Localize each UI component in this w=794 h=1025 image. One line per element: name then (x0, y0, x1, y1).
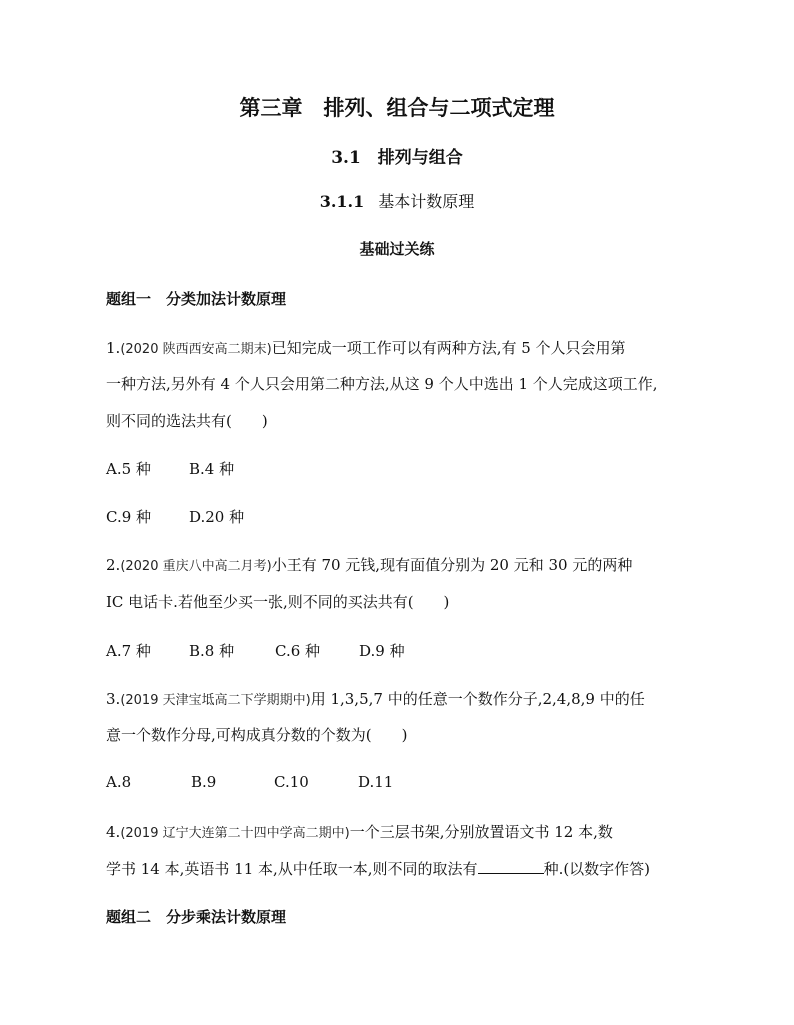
subsection-heading (0, 189, 794, 212)
option-c: C.10 (274, 773, 309, 791)
option-c: C.6 种 (275, 642, 321, 660)
section-title: 3.1 排列与组合 (331, 148, 463, 168)
option-a: A.7 种 (106, 642, 151, 660)
question-text: 用 1,3,5,7 中的任意一个数作分子,2,4,8,9 中的任 (310, 690, 645, 708)
option-b: B.4 种 (189, 460, 235, 478)
question-number: 2. (106, 556, 121, 574)
practice-title: 基础过关练 (359, 240, 435, 258)
option-a: A.5 种 (106, 460, 151, 478)
question-1-line-3: 则不同的选法共有( ) (106, 412, 268, 430)
option-d: D.20 种 (189, 508, 245, 526)
question-number: 4. (106, 823, 121, 841)
option-d: D.9 种 (359, 642, 405, 660)
question-1-options-row-1 (106, 458, 234, 479)
question-text: 小王有 70 元钱,现有面值分别为 20 元和 30 元的两种 (271, 556, 633, 574)
question-source: (2020 陕西西安高二期末) (120, 342, 272, 357)
group-heading-2: 题组二 分步乘法计数原理 (106, 908, 287, 926)
subsection-number: 3.1.1 (319, 192, 365, 211)
question-number: 1. (106, 339, 121, 357)
option-c: C.9 种 (106, 508, 152, 526)
question-2-line-2: IC 电话卡.若他至少买一张,则不同的买法共有( ) (106, 593, 450, 611)
question-2-options (106, 640, 405, 661)
group-heading-1: 题组一 分类加法计数原理 (106, 290, 287, 308)
question-1-options-row-2 (106, 506, 244, 527)
answer-blank[interactable] (478, 859, 544, 874)
question-3-line-1 (106, 688, 645, 709)
question-3-line-2: 意一个数作分母,可构成真分数的个数为( ) (106, 726, 408, 744)
question-3-options (106, 773, 393, 791)
chapter-title: 第三章 排列、组合与二项式定理 (239, 95, 555, 120)
question-number: 3. (106, 690, 121, 708)
question-text: 种.(以数字作答) (543, 860, 651, 878)
question-text: 已知完成一项工作可以有两种方法,有 5 个人只会用第 (271, 339, 626, 357)
option-b: B.8 种 (189, 642, 235, 660)
option-a: A.8 (106, 773, 132, 791)
question-source: (2019 辽宁大连第二十四中学高二期中) (120, 826, 350, 841)
option-b: B.9 (191, 773, 217, 791)
question-2-line-1 (106, 554, 632, 575)
question-4-line-2 (106, 858, 650, 879)
question-text: 学书 14 本,英语书 11 本,从中任取一本,则不同的取法有 (106, 860, 478, 878)
subsection-title: 基本计数原理 (378, 192, 475, 211)
question-1-line-2: 一种方法,另外有 4 个人只会用第二种方法,从这 9 个人中选出 1 个人完成这项工作, (106, 375, 658, 393)
question-1-line-1 (106, 337, 626, 358)
question-text: 一个三层书架,分别放置语文书 12 本,数 (349, 823, 613, 841)
option-d: D.11 (358, 773, 394, 791)
question-source: (2019 天津宝坻高二下学期期中) (120, 693, 311, 708)
question-4-line-1 (106, 821, 613, 842)
question-source: (2020 重庆八中高二月考) (120, 559, 272, 574)
